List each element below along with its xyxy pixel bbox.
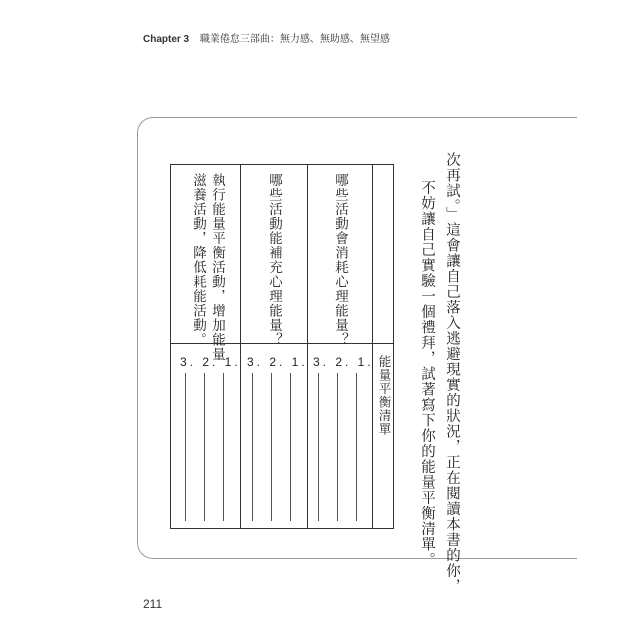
chapter-title: 職業倦怠三部曲：無力感、無助感、無望感 <box>199 34 390 45</box>
table-divider-row-1 <box>307 165 308 528</box>
row-3-question-line-2: 滋養活動，降低耗能活動。 <box>190 173 206 347</box>
row-1-question: 哪些活動會消耗心理能量？ <box>332 173 348 347</box>
row-3-question-line-1: 執行能量平衡活動，增加能量 <box>209 173 225 362</box>
table-divider-row-2 <box>240 165 241 528</box>
write-line <box>337 373 338 521</box>
write-line <box>290 373 291 521</box>
write-line <box>252 373 253 521</box>
row-2-question: 哪些活動能補充心理能量？ <box>266 173 282 347</box>
body-line-1: 次再試。」這會讓自己落入逃避現實的狀況，正在閱讀本書的你， <box>444 152 460 595</box>
row-3-numbers: 3. 2. 1. <box>180 355 241 369</box>
energy-balance-table <box>170 164 394 529</box>
body-line-2: 不妨讓自己實驗一個禮拜，試著寫下你的能量平衡清單。 <box>419 180 435 568</box>
write-line <box>223 373 224 521</box>
write-line <box>204 373 205 521</box>
write-line <box>271 373 272 521</box>
page-number: 211 <box>143 597 163 611</box>
write-line <box>318 373 319 521</box>
table-divider-title <box>372 165 373 528</box>
row-2-numbers: 3. 2. 1. <box>247 355 308 369</box>
chapter-label: Chapter 3 <box>143 34 190 45</box>
running-header <box>143 30 390 45</box>
write-line <box>185 373 186 521</box>
table-title: 能量平衡清單 <box>377 355 392 436</box>
row-1-numbers: 3. 2. 1. <box>313 355 374 369</box>
write-line <box>356 373 357 521</box>
